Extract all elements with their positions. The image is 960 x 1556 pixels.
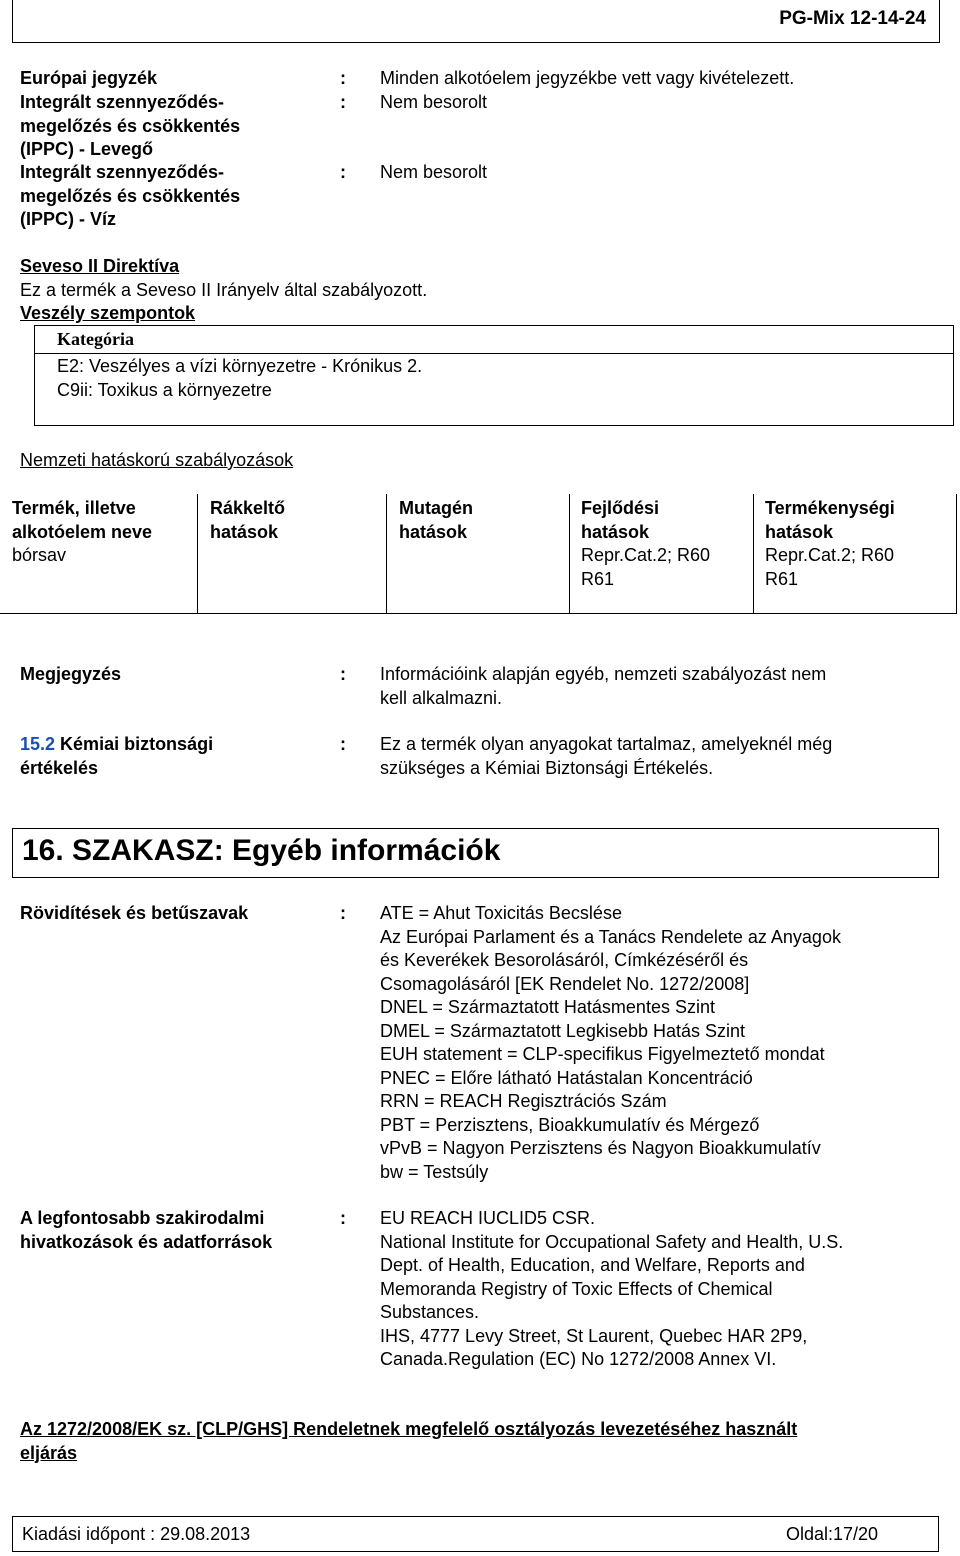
ippc-water-label: [20, 161, 320, 232]
european-inventory-value: Minden alkotóelem jegyzékbe vett vagy kivételezett.: [380, 68, 795, 88]
colon: :: [340, 68, 346, 88]
label-line: (IPPC) - Levegő: [20, 139, 154, 159]
ippc-air-label: [20, 91, 320, 162]
value-line: R61: [581, 568, 615, 589]
reference-line: Canada.Regulation (EC) No 1272/2008 Annex VI.: [380, 1349, 777, 1369]
page-number: Oldal:17/20: [786, 1524, 879, 1544]
abbreviation-line: Csomagolásáról [EK Rendelet No. 1272/2008]: [380, 973, 750, 994]
column-header: [399, 497, 473, 544]
ippc-water-value: Nem besorolt: [380, 162, 488, 182]
abbreviation-line: DMEL = Származtatott Legkisebb Hatás Szint: [380, 1020, 746, 1041]
colon: :: [340, 903, 346, 923]
header-line: Fejlődési: [581, 498, 660, 518]
table-column: [387, 494, 570, 614]
document-id: PG-Mix 12-14-24: [779, 8, 926, 29]
category-e2: E2: Veszélyes a vízi környezetre - Krónikus 2.: [57, 356, 423, 376]
reference-line: Dept. of Health, Education, and Welfare, Reports and: [380, 1255, 805, 1275]
value-line: kell alkalmazni.: [380, 687, 503, 708]
developmental-value: [581, 544, 710, 591]
section-16-title: 16. SZAKASZ: Egyéb információk: [22, 834, 501, 867]
column-header: [210, 497, 285, 544]
abbreviation-line: RRN = REACH Regisztrációs Szám: [380, 1091, 667, 1111]
category-c9ii: C9ii: Toxikus a környezetre: [57, 380, 272, 400]
label-line: Integrált szennyeződés-: [20, 162, 225, 182]
header-line: Termék, illetve: [12, 498, 136, 518]
label-line: megelőzés és csökkentés: [20, 185, 241, 206]
abbreviation-line: és Keverékek Besorolásáról, Címkézéséről és: [380, 950, 749, 970]
header-line: Rákkeltő: [210, 498, 286, 518]
label-line: (IPPC) - Víz: [20, 209, 117, 229]
colon: :: [340, 664, 346, 684]
chem-safety-label-text: Kémiai biztonsági: [55, 734, 214, 754]
clp-heading: [20, 1418, 797, 1465]
category-header: [35, 326, 953, 354]
label-line: hivatkozások és adatforrások: [20, 1231, 273, 1252]
national-title: Nemzeti hatáskorú szabályozások: [20, 450, 294, 470]
colon: :: [340, 1208, 346, 1228]
header-line: Mutagén: [399, 498, 473, 518]
label-line: A legfontosabb szakirodalmi: [20, 1208, 265, 1228]
heading-line: eljárás: [20, 1442, 78, 1463]
national-table: [0, 494, 958, 614]
value-line: Információink alapján egyéb, nemzeti szabályozást nem: [380, 664, 827, 684]
header-line: alkotóelem neve: [12, 521, 153, 542]
abbreviations-list: [380, 902, 940, 1184]
column-header: [765, 497, 895, 544]
table-column: [754, 494, 957, 614]
reference-line: National Institute for Occupational Safety and Health, U.S.: [380, 1231, 844, 1252]
value-line: Repr.Cat.2; R60: [581, 545, 711, 565]
section-number: 15.2: [20, 734, 56, 754]
reference-line: IHS, 4777 Levy Street, St Laurent, Quebec HAR 2P9,: [380, 1325, 808, 1346]
heading-line: Az 1272/2008/EK sz. [CLP/GHS] Rendeletnek megfelelő osztályozás levezetéséhez használt: [20, 1419, 798, 1439]
abbreviation-line: Az Európai Parlament és a Tanács Rendelete az Anyagok: [380, 926, 841, 947]
abbreviation-line: ATE = Ahut Toxicitás Becslése: [380, 903, 622, 923]
column-header: [581, 497, 659, 544]
table-column: [198, 494, 387, 614]
value-line: Repr.Cat.2; R60: [765, 545, 895, 565]
fertility-value: [765, 544, 894, 591]
abbreviation-line: PBT = Perzisztens, Bioakkumulatív és Mérgező: [380, 1114, 760, 1135]
seveso-text: Ez a termék a Seveso II Irányelv által szabályozott.: [20, 280, 428, 300]
colon: :: [340, 734, 346, 754]
substance-name: bórsav: [12, 545, 67, 565]
note-label: Megjegyzés: [20, 664, 122, 684]
reference-line: Substances.: [380, 1302, 480, 1322]
ippc-air-value: Nem besorolt: [380, 92, 488, 112]
abbreviation-line: PNEC = Előre látható Hatástalan Koncentráció: [380, 1067, 753, 1088]
value-line: R61: [765, 568, 799, 589]
colon: :: [340, 92, 346, 112]
table-column: [570, 494, 754, 614]
abbreviation-line: vPvB = Nagyon Perzisztens és Nagyon Bioakkumulatív: [380, 1138, 821, 1158]
label-line: értékelés: [20, 757, 99, 778]
value-line: szükséges a Kémiai Biztonsági Értékelés.: [380, 757, 714, 778]
seveso-category-box: [34, 325, 954, 426]
abbreviation-line: bw = Testsúly: [380, 1161, 489, 1182]
references-list: [380, 1207, 940, 1372]
reference-line: Memoranda Registry of Toxic Effects of Chemical: [380, 1278, 773, 1299]
european-inventory-label: [20, 67, 320, 91]
label-line: Európai jegyzék: [20, 68, 158, 88]
table-column: [0, 494, 198, 614]
column-header: [12, 497, 152, 544]
note-value: [380, 663, 940, 710]
references-label: [20, 1207, 320, 1254]
abbreviations-label: Rövidítések és betűszavak: [20, 903, 249, 923]
hazard-title: Veszély szempontok: [20, 303, 196, 323]
issue-date: Kiadási időpont : 29.08.2013: [22, 1524, 251, 1544]
header-line: hatások: [765, 521, 834, 542]
abbreviation-line: EUH statement = CLP-specifikus Figyelmeztető mondat: [380, 1044, 825, 1064]
label-line: megelőzés és csökkentés: [20, 115, 241, 136]
header-line: hatások: [210, 521, 279, 542]
colon: :: [340, 162, 346, 182]
abbreviation-line: DNEL = Származtatott Hatásmentes Szint: [380, 997, 715, 1017]
header-line: hatások: [399, 521, 468, 542]
category-header-label: Kategória: [57, 329, 134, 349]
header-line: Termékenységi: [765, 498, 895, 518]
chem-safety-value: [380, 733, 940, 780]
value-line: Ez a termék olyan anyagokat tartalmaz, amelyeknél még: [380, 734, 833, 754]
chem-safety-label: [20, 733, 320, 780]
reference-line: EU REACH IUCLID5 CSR.: [380, 1208, 596, 1228]
header-line: hatások: [581, 521, 650, 542]
seveso-title: Seveso II Direktíva: [20, 256, 180, 276]
label-line: Integrált szennyeződés-: [20, 92, 225, 112]
